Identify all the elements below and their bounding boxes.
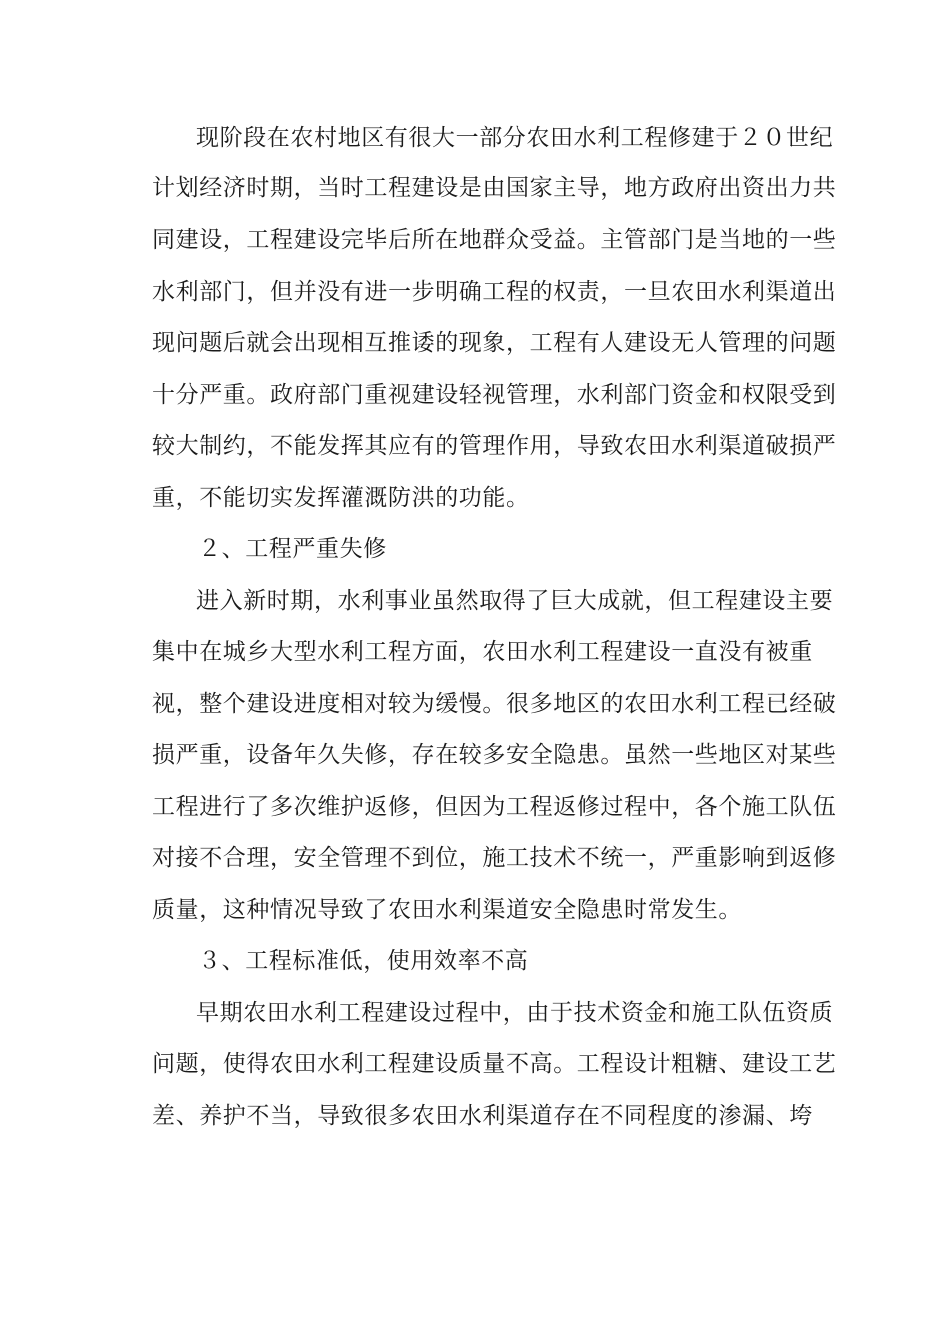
paragraph-2-line-4: 损严重，设备年久失修，存在较多安全隐患。虽然一些地区对某些 bbox=[152, 742, 837, 768]
paragraph-1-line-4: 水利部门，但并没有进一步明确工程的权责，一旦农田水利渠道出 bbox=[152, 279, 837, 305]
section-heading-3: ３、工程标准低，使用效率不高 bbox=[198, 948, 529, 974]
paragraph-1-line-6: 十分严重。政府部门重视建设轻视管理，水利部门资金和权限受到 bbox=[152, 382, 837, 408]
section-heading-2: ２、工程严重失修 bbox=[198, 536, 387, 562]
paragraph-2-line-5: 工程进行了多次维护返修，但因为工程返修过程中，各个施工队伍 bbox=[152, 794, 837, 820]
paragraph-3-line-3: 差、养护不当，导致很多农田水利渠道存在不同程度的渗漏、垮 bbox=[152, 1103, 813, 1129]
paragraph-1-line-3: 同建设，工程建设完毕后所在地群众受益。主管部门是当地的一些 bbox=[152, 227, 837, 253]
paragraph-1-line-2: 计划经济时期，当时工程建设是由国家主导，地方政府出资出力共 bbox=[152, 175, 837, 201]
paragraph-1-line-7: 较大制约，不能发挥其应有的管理作用，导致农田水利渠道破损严 bbox=[152, 433, 837, 459]
paragraph-3-line-2: 问题，使得农田水利工程建设质量不高。工程设计粗糖、建设工艺 bbox=[152, 1051, 837, 1077]
paragraph-2-line-6: 对接不合理，安全管理不到位，施工技术不统一，严重影响到返修 bbox=[152, 845, 837, 871]
paragraph-1-line-8: 重，不能切实发挥灌溉防洪的功能。 bbox=[152, 485, 530, 511]
paragraph-2-line-3: 视，整个建设进度相对较为缓慢。很多地区的农田水利工程已经破 bbox=[152, 691, 837, 717]
paragraph-2-line-2: 集中在城乡大型水利工程方面，农田水利工程建设一直没有被重 bbox=[152, 639, 813, 665]
paragraph-2-line-1: 进入新时期，水利事业虽然取得了巨大成就，但工程建设主要 bbox=[196, 588, 834, 614]
paragraph-2-line-7: 质量，这种情况导致了农田水利渠道安全隐患时常发生。 bbox=[152, 897, 742, 923]
paragraph-1-line-1: 现阶段在农村地区有很大一部分农田水利工程修建于２０世纪 bbox=[196, 125, 834, 151]
paragraph-1-line-5: 现问题后就会出现相互推诿的现象，工程有人建设无人管理的问题 bbox=[152, 330, 837, 356]
paragraph-3-line-1: 早期农田水利工程建设过程中，由于技术资金和施工队伍资质 bbox=[196, 1000, 834, 1026]
